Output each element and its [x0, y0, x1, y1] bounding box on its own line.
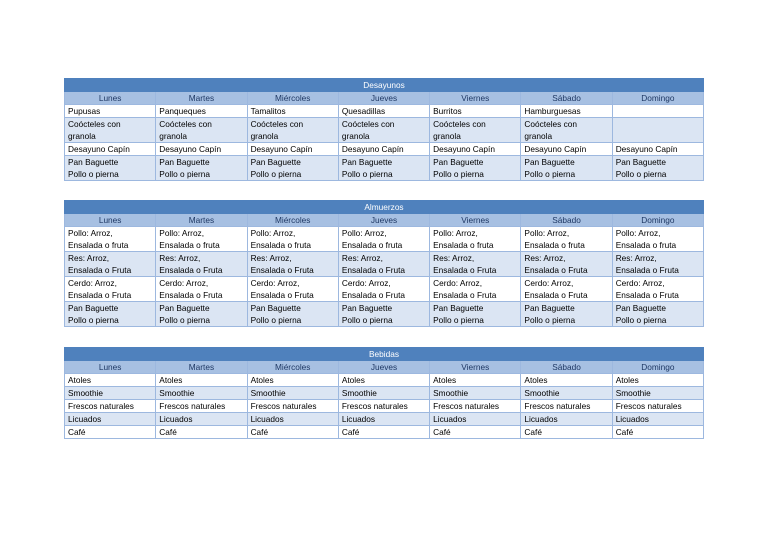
menu-cell	[338, 400, 429, 413]
menu-cell	[247, 143, 338, 156]
cell-text: Res: Arroz,	[433, 253, 475, 263]
cell-text: Res: Arroz,	[524, 253, 566, 263]
cell-text: Burritos	[433, 106, 462, 116]
menu-cell	[612, 426, 703, 439]
cell-text: Cerdo: Arroz,	[524, 278, 574, 288]
cell-text: Café	[433, 427, 451, 437]
menu-cell	[247, 387, 338, 400]
cell-text: Ensalada o fruta	[159, 240, 220, 250]
cell-text: Panqueques	[159, 106, 206, 116]
day-header: Viernes	[430, 361, 521, 374]
cell-text: Ensalada o Fruta	[250, 290, 314, 300]
menu-cell	[247, 105, 338, 118]
cell-text: Café	[615, 427, 634, 437]
table-row	[65, 426, 704, 439]
cell-text: Licuados	[159, 414, 193, 424]
menu-cell	[156, 426, 247, 439]
day-header: Domingo	[612, 214, 703, 227]
menu-cell	[65, 118, 156, 143]
cell-text: Desayuno Capín	[341, 144, 404, 154]
cell-text: granola	[68, 131, 96, 141]
cell-text: Frescos naturales	[68, 401, 134, 411]
cell-text: Pollo: Arroz,	[159, 228, 205, 238]
cell-text: granola	[341, 131, 370, 141]
cell-text: Coócteles con	[250, 119, 304, 129]
table-row	[65, 105, 704, 118]
menu-cell	[156, 105, 247, 118]
cell-text: Ensalada o Fruta	[433, 265, 497, 275]
menu-cell	[521, 118, 612, 143]
cell-text: Coócteles con	[433, 119, 486, 129]
cell-text: Pupusas	[68, 106, 101, 116]
menu-cell	[338, 156, 429, 181]
desayunos-table	[64, 78, 704, 181]
cell-text: Pollo o pierna	[433, 169, 484, 179]
menu-cell	[338, 118, 429, 143]
cell-text: Pan Baguette	[615, 303, 666, 313]
cell-text: Pollo o pierna	[68, 315, 119, 325]
menu-cell	[65, 156, 156, 181]
cell-text: Smoothie	[524, 388, 560, 398]
menu-cell	[156, 400, 247, 413]
cell-text: granola	[159, 131, 187, 141]
day-header: Jueves	[338, 214, 429, 227]
menu-cell	[338, 374, 429, 387]
menu-cell	[612, 118, 703, 143]
menu-cell	[156, 277, 247, 302]
cell-text: Ensalada o fruta	[68, 240, 129, 250]
cell-text: Ensalada o fruta	[433, 240, 494, 250]
table-row	[65, 156, 704, 181]
cell-text: Atoles	[159, 375, 183, 385]
cell-text: granola	[433, 131, 461, 141]
cell-text: Pan Baguette	[250, 157, 301, 167]
menu-cell	[247, 156, 338, 181]
cell-text: Pan Baguette	[68, 157, 119, 167]
menu-cell	[65, 426, 156, 439]
menu-cell	[156, 227, 247, 252]
table-row	[65, 252, 704, 277]
cell-text: Atoles	[524, 375, 548, 385]
cell-text: Smoothie	[250, 388, 286, 398]
menu-cell	[612, 227, 703, 252]
menu-cell	[65, 227, 156, 252]
menu-cell	[156, 252, 247, 277]
cell-text: Res: Arroz,	[615, 253, 657, 263]
day-header: Miércoles	[247, 92, 338, 105]
menu-cell	[612, 302, 703, 327]
cell-text: Res: Arroz,	[250, 253, 292, 263]
menu-cell	[612, 374, 703, 387]
cell-text: Coócteles con	[68, 119, 121, 129]
bebidas-table	[64, 347, 704, 439]
table-row	[65, 413, 704, 426]
cell-text: Atoles	[615, 375, 639, 385]
cell-text: Pollo o pierna	[615, 169, 667, 179]
cell-text: Pollo o pierna	[159, 315, 211, 325]
cell-text: Pan Baguette	[68, 303, 119, 313]
cell-text: Tamalitos	[250, 106, 286, 116]
cell-text: Ensalada o Fruta	[68, 265, 132, 275]
table-row	[65, 387, 704, 400]
cell-text: Cerdo: Arroz,	[341, 278, 391, 288]
menu-cell	[65, 143, 156, 156]
menu-cell	[430, 156, 521, 181]
cell-text: Smoothie	[433, 388, 469, 398]
menu-cell	[65, 387, 156, 400]
day-header: Sábado	[521, 361, 612, 374]
menu-cell	[612, 156, 703, 181]
cell-text: Pollo o pierna	[524, 169, 576, 179]
cell-text: Pan Baguette	[159, 303, 210, 313]
menu-cell	[521, 156, 612, 181]
cell-text: Pan Baguette	[250, 303, 301, 313]
cell-text: Pollo: Arroz,	[615, 228, 661, 238]
cell-text: Frescos naturales	[615, 401, 682, 411]
table-row	[65, 277, 704, 302]
menu-cell	[338, 143, 429, 156]
cell-text: Pan Baguette	[524, 157, 575, 167]
day-header: Martes	[156, 214, 247, 227]
menu-cell	[612, 277, 703, 302]
cell-text: Coócteles con	[341, 119, 395, 129]
cell-text: Licuados	[68, 414, 102, 424]
menu-cell	[65, 252, 156, 277]
cell-text: Ensalada o fruta	[524, 240, 585, 250]
menu-cell	[612, 413, 703, 426]
menu-cell	[521, 252, 612, 277]
menu-cell	[521, 426, 612, 439]
cell-text: Café	[68, 427, 86, 437]
cell-text: Smoothie	[341, 388, 377, 398]
menu-cell	[612, 400, 703, 413]
cell-text: Licuados	[433, 414, 467, 424]
cell-text: Ensalada o Fruta	[250, 265, 314, 275]
cell-text: Pan Baguette	[341, 303, 393, 313]
menu-cell	[521, 105, 612, 118]
menu-cell	[430, 400, 521, 413]
cell-text: Res: Arroz,	[68, 253, 110, 263]
cell-text: Licuados	[615, 414, 649, 424]
table-title: Bebidas	[65, 348, 704, 361]
cell-text: Pan Baguette	[341, 157, 393, 167]
cell-text: Atoles	[341, 375, 365, 385]
menu-cell	[247, 400, 338, 413]
day-header: Jueves	[338, 361, 429, 374]
cell-text: Licuados	[341, 414, 376, 424]
cell-text: Cerdo: Arroz,	[615, 278, 665, 288]
cell-text: Café	[341, 427, 360, 437]
menu-cell	[338, 277, 429, 302]
menu-cell	[521, 413, 612, 426]
cell-text: Smoothie	[615, 388, 651, 398]
day-header: Sábado	[521, 214, 612, 227]
cell-text: Ensalada o fruta	[615, 240, 677, 250]
cell-text: Ensalada o Fruta	[615, 290, 679, 300]
cell-text: Ensalada o Fruta	[524, 290, 588, 300]
table-row	[65, 374, 704, 387]
menu-cell	[612, 105, 703, 118]
cell-text: Smoothie	[68, 388, 104, 398]
menu-cell	[65, 302, 156, 327]
cell-text: Cerdo: Arroz,	[159, 278, 209, 288]
menu-cell	[338, 252, 429, 277]
cell-text: Pollo: Arroz,	[524, 228, 570, 238]
cell-text: Pan Baguette	[615, 157, 666, 167]
menu-cell	[430, 387, 521, 400]
cell-text: Desayuno Capín	[524, 144, 587, 154]
cell-text: Cerdo: Arroz,	[250, 278, 300, 288]
cell-text: Café	[524, 427, 542, 437]
almuerzos-table	[64, 200, 704, 327]
menu-cell	[430, 277, 521, 302]
cell-text: Frescos naturales	[341, 401, 408, 411]
menu-cell	[65, 105, 156, 118]
cell-text: Res: Arroz,	[341, 253, 383, 263]
table-title: Almuerzos	[65, 201, 704, 214]
menu-cell	[521, 227, 612, 252]
day-header: Miércoles	[247, 214, 338, 227]
table-row	[65, 400, 704, 413]
day-header: Domingo	[612, 92, 703, 105]
menu-cell	[521, 374, 612, 387]
cell-text: Café	[250, 427, 269, 437]
menu-cell	[156, 118, 247, 143]
day-header: Lunes	[65, 92, 156, 105]
table-title: Desayunos	[65, 79, 704, 92]
table-row	[65, 143, 704, 156]
cell-text: Quesadillas	[341, 106, 386, 116]
cell-text: Ensalada o Fruta	[433, 290, 497, 300]
day-header: Martes	[156, 361, 247, 374]
day-header: Martes	[156, 92, 247, 105]
cell-text: Pollo o pierna	[250, 315, 302, 325]
menu-cell	[430, 374, 521, 387]
cell-text: Pollo: Arroz,	[68, 228, 113, 238]
menu-cell	[65, 374, 156, 387]
menu-cell	[430, 426, 521, 439]
menu-cell	[430, 227, 521, 252]
cell-text: Ensalada o Fruta	[524, 265, 588, 275]
menu-cell	[430, 413, 521, 426]
cell-text: Pollo o pierna	[615, 315, 667, 325]
cell-text: Desayuno Capín	[250, 144, 313, 154]
menu-cell	[247, 227, 338, 252]
menu-cell	[338, 387, 429, 400]
cell-text: Pollo o pierna	[68, 169, 119, 179]
cell-text: Coócteles con	[524, 119, 577, 129]
cell-text: Pan Baguette	[433, 157, 484, 167]
menu-cell	[521, 400, 612, 413]
cell-text: Frescos naturales	[433, 401, 500, 411]
cell-text: Pollo o pierna	[341, 315, 393, 325]
cell-text: Atoles	[250, 375, 274, 385]
menu-cell	[612, 387, 703, 400]
menu-cell	[430, 143, 521, 156]
menu-cell	[65, 277, 156, 302]
day-header: Sábado	[521, 92, 612, 105]
cell-text: granola	[524, 131, 553, 141]
cell-text: Pollo o pierna	[524, 315, 576, 325]
menu-cell	[338, 302, 429, 327]
menu-cell	[247, 252, 338, 277]
cell-text: Ensalada o Fruta	[159, 290, 223, 300]
day-header: Lunes	[65, 361, 156, 374]
cell-text: Cerdo: Arroz,	[68, 278, 117, 288]
cell-text: Smoothie	[159, 388, 195, 398]
cell-text: Desayuno Capín	[615, 144, 678, 154]
cell-text: Desayuno Capín	[68, 144, 130, 154]
cell-text: Atoles	[68, 375, 92, 385]
cell-text: Frescos naturales	[250, 401, 317, 411]
day-header: Miércoles	[247, 361, 338, 374]
menu-cell	[521, 302, 612, 327]
cell-text: Café	[159, 427, 177, 437]
menu-cell	[521, 143, 612, 156]
table-row	[65, 118, 704, 143]
cell-text: Cerdo: Arroz,	[433, 278, 483, 288]
cell-text: Pan Baguette	[433, 303, 484, 313]
cell-text: Desayuno Capín	[159, 144, 222, 154]
cell-text: Ensalada o Fruta	[341, 265, 406, 275]
day-header: Domingo	[612, 361, 703, 374]
cell-text: Ensalada o Fruta	[159, 265, 223, 275]
cell-text: Pollo: Arroz,	[433, 228, 478, 238]
menu-cell	[156, 143, 247, 156]
cell-text: Frescos naturales	[524, 401, 591, 411]
menu-cell	[156, 156, 247, 181]
menu-cell	[430, 105, 521, 118]
menu-cell	[247, 413, 338, 426]
cell-text: Frescos naturales	[159, 401, 226, 411]
menu-cell	[65, 400, 156, 413]
menu-cell	[247, 118, 338, 143]
menu-cell	[430, 118, 521, 143]
menu-cell	[430, 302, 521, 327]
menu-cell	[247, 302, 338, 327]
menu-cell	[247, 277, 338, 302]
cell-text: Ensalada o Fruta	[68, 290, 132, 300]
cell-text: Pollo o pierna	[159, 169, 211, 179]
cell-text: Pan Baguette	[524, 303, 575, 313]
day-header: Jueves	[338, 92, 429, 105]
cell-text: Licuados	[524, 414, 558, 424]
menu-cell	[156, 387, 247, 400]
cell-text: Pollo o pierna	[250, 169, 302, 179]
cell-text: Coócteles con	[159, 119, 212, 129]
menu-cell	[65, 413, 156, 426]
cell-text: Res: Arroz,	[159, 253, 201, 263]
cell-text: Pollo: Arroz,	[341, 228, 387, 238]
menu-cell	[156, 413, 247, 426]
cell-text: Licuados	[250, 414, 284, 424]
table-row	[65, 302, 704, 327]
cell-text: Ensalada o fruta	[341, 240, 403, 250]
menu-cell	[247, 426, 338, 439]
menu-cell	[338, 105, 429, 118]
menu-cell	[612, 143, 703, 156]
menu-cell	[521, 387, 612, 400]
menu-cell	[247, 374, 338, 387]
menu-cell	[612, 252, 703, 277]
menu-cell	[156, 302, 247, 327]
menu-cell	[338, 227, 429, 252]
cell-text: Pollo o pierna	[341, 169, 393, 179]
cell-text: Pollo: Arroz,	[250, 228, 296, 238]
table-row	[65, 227, 704, 252]
cell-text: Ensalada o Fruta	[341, 290, 406, 300]
cell-text: granola	[250, 131, 279, 141]
day-header: Viernes	[430, 92, 521, 105]
cell-text: Desayuno Capín	[433, 144, 495, 154]
cell-text: Ensalada o fruta	[250, 240, 311, 250]
cell-text: Atoles	[433, 375, 457, 385]
day-header: Lunes	[65, 214, 156, 227]
menu-cell	[338, 413, 429, 426]
cell-text: Hamburguesas	[524, 106, 581, 116]
menu-cell	[430, 252, 521, 277]
cell-text: Ensalada o Fruta	[615, 265, 679, 275]
cell-text: Pollo o pierna	[433, 315, 484, 325]
day-header: Viernes	[430, 214, 521, 227]
menu-cell	[338, 426, 429, 439]
menu-cell	[521, 277, 612, 302]
cell-text: Pan Baguette	[159, 157, 210, 167]
menu-cell	[156, 374, 247, 387]
